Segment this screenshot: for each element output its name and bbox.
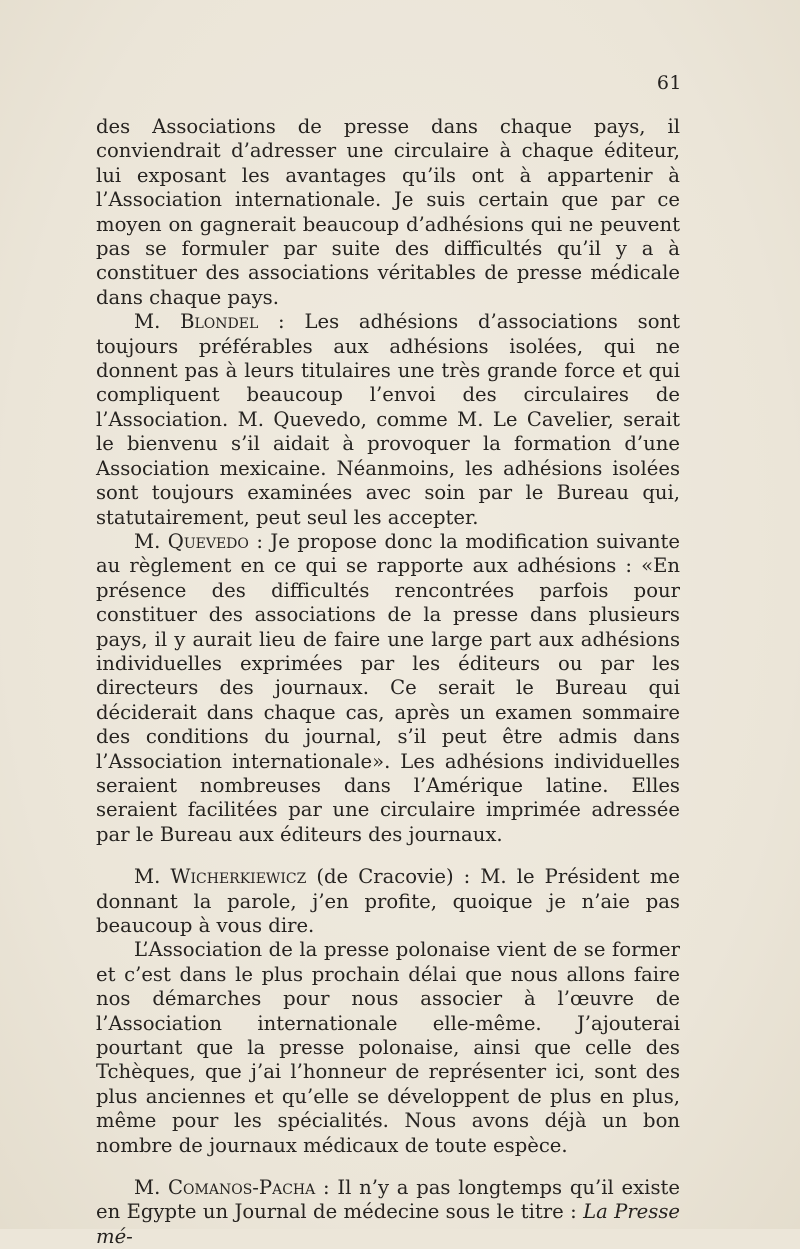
- speaker-separator: :: [248, 529, 271, 553]
- paragraph-3-text: Je propose donc la modification suivante au règlement en ce qui se rapporte aux adhésions : «En présence des difficultés rencontrées parfois pour constituer des associations de la presse dans plusieurs pays, il y aurait lieu de faire une large part aux adhésions individuelles exprimées par les éditeurs ou par les directeurs des journaux. Ce serait le Bureau qui déciderait dans chaque cas, après un examen sommaire des conditions du journal, s’il peut être admis dans l’Association internationale». Les adhésions individuelles seraient nombreuses dans l’Amérique latine. Elles seraient facilitées par une circulaire imprimée adressée par le Bureau aux éditeurs des journaux.: [96, 529, 680, 846]
- speaker-name: Blondel: [180, 310, 259, 334]
- paragraph-1-text: des Associations de presse dans chaque pays, il conviendrait d’adresser une circulaire à chaque éditeur, lui exposant les avantages qu’ils ont à appartenir à l’Association internationale. Je suis certain que par ce moyen on gagnerait beaucoup d’adhésions qui ne peuvent pas se formuler par suite des difficultés qu’il y a à constituer des associations véritables de presse médicale dans chaque pays.: [96, 115, 680, 309]
- speaker-separator: (de Cracovie) :: [306, 865, 481, 889]
- speaker-prefix: M.: [134, 529, 168, 553]
- paragraph-4-text: M. le Président me donnant la parole, j’en profite, quoique je n’aie pas beaucoup à vous dire.: [96, 865, 680, 937]
- paragraph-6-text: Il n’y a pas longtemps qu’il existe en Egypte un Journal de médecine sous le titre :: [96, 1176, 680, 1224]
- speaker-separator: :: [315, 1176, 338, 1200]
- journal-title: La Presse mé-: [96, 1200, 680, 1248]
- paragraph-5: [96, 938, 680, 1158]
- page-number: 61: [656, 72, 682, 94]
- speaker-prefix: M.: [134, 310, 181, 334]
- paragraph-2: [96, 310, 680, 530]
- paragraph-5-text: L’Association de la presse polonaise vient de se former et c’est dans le plus prochain délai que nous allons faire nos démarches pour nous associer à l’œuvre de l’Association internationale elle-même. J’ajouterai pourtant que la presse polonaise, ainsi que celle des Tchèques, que j’ai l’honneur de représenter ici, sont des plus anciennes et qu’elle se développent de plus en plus, même pour les spécialités. Nous avons déjà un bon nombre de journaux médicaux de toute espèce.: [96, 938, 680, 1157]
- speaker-name: Wicherkiewicz: [170, 865, 307, 889]
- body-text: [96, 115, 680, 1249]
- speaker-name: Comanos-Pacha: [168, 1176, 316, 1200]
- speaker-separator: :: [258, 310, 305, 334]
- speaker-prefix: M.: [134, 1176, 169, 1200]
- speaker-name: Quevedo: [167, 529, 249, 553]
- paragraph-3: [96, 530, 680, 847]
- paragraph-2-text: Les adhésions d’associations sont toujours préférables aux adhésions isolées, qui ne donnent pas à leurs titulaires une très grande force et qui compliquent beaucoup l’envoi des circulaires de l’Association. M. Quevedo, comme M. Le Cavelier, serait le bienvenu s’il aidait à provoquer la formation d’une Association mexicaine. Néanmoins, les adhésions isolées sont toujours examinées avec soin par le Bureau qui, statutairement, peut seul les accepter.: [96, 310, 680, 529]
- paragraph-4: [96, 865, 680, 938]
- paragraph-1: [96, 115, 680, 310]
- speaker-prefix: M.: [134, 865, 171, 889]
- paragraph-6: [96, 1176, 680, 1249]
